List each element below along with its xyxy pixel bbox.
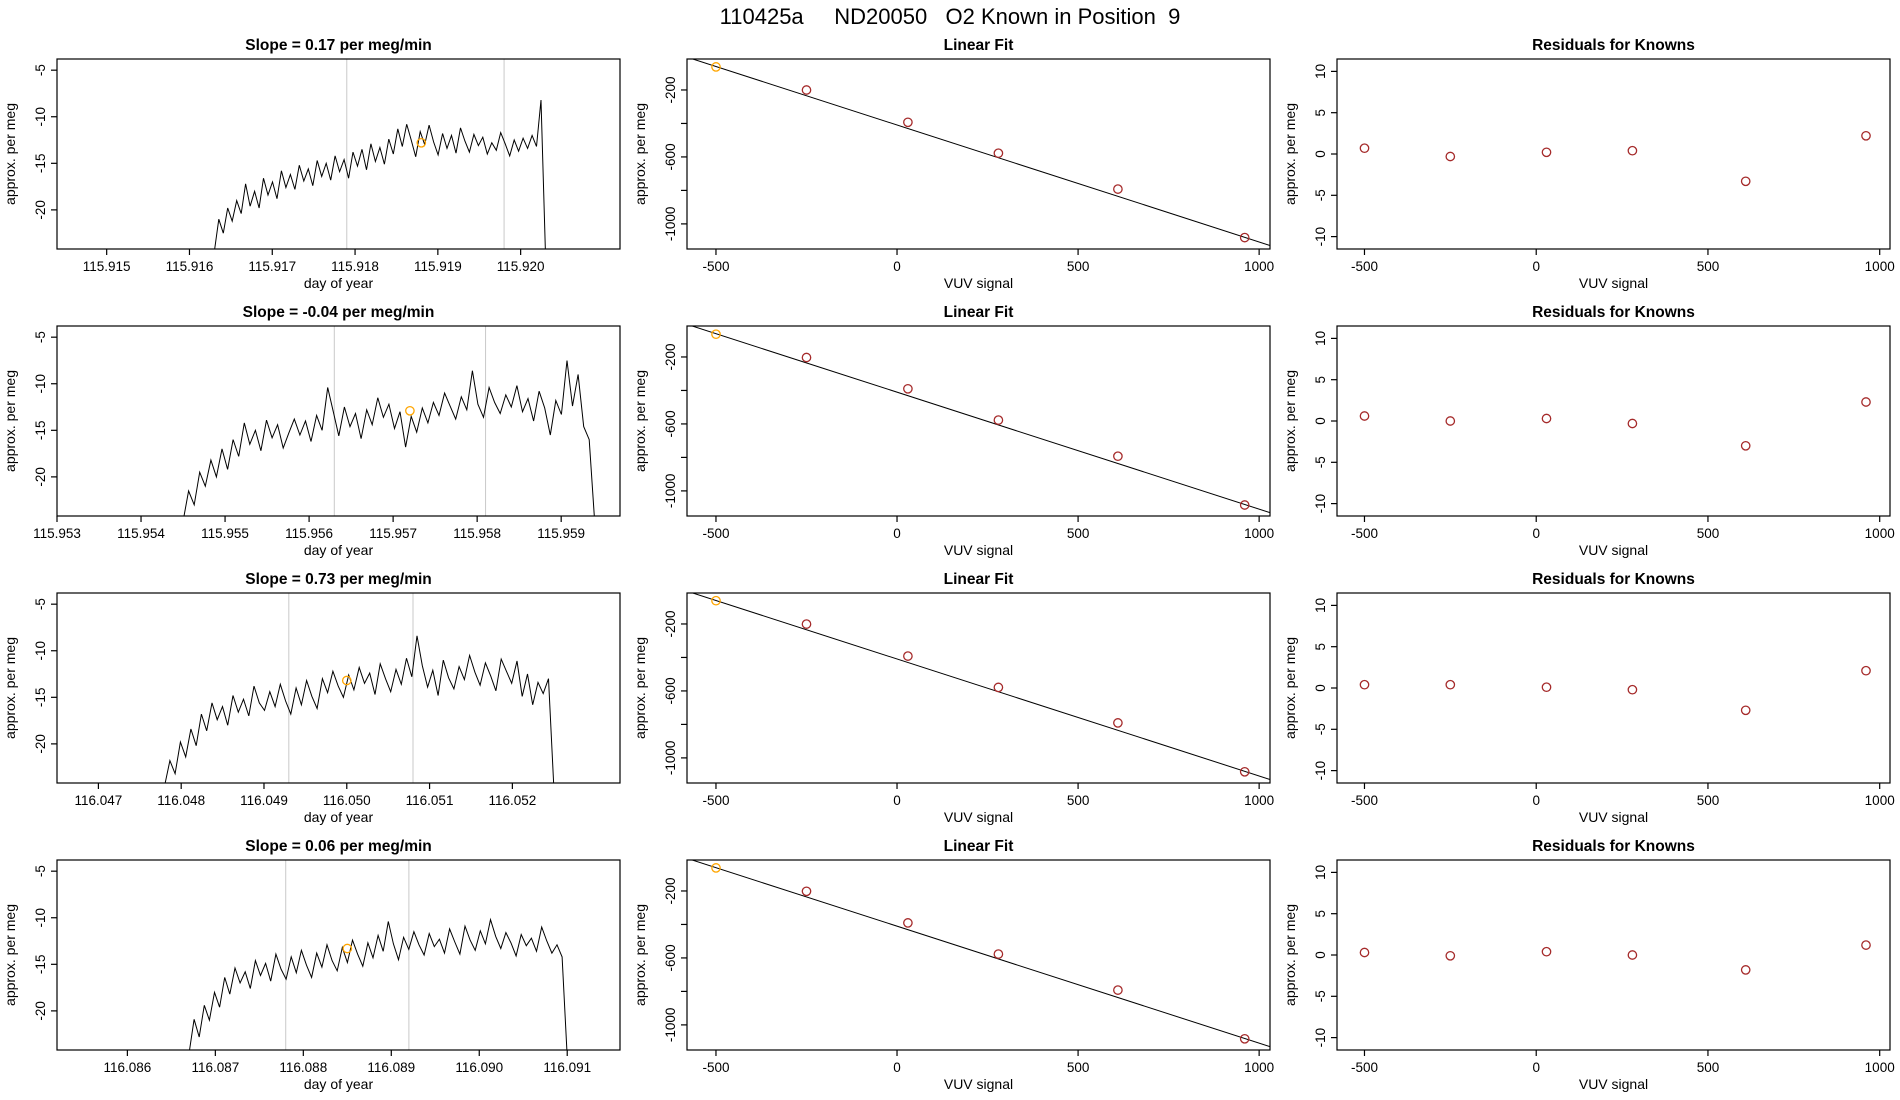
x-axis-label: day of year: [303, 542, 374, 558]
svg-text:-200: -200: [663, 610, 678, 638]
svg-text:-500: -500: [1350, 526, 1378, 541]
svg-text:1000: 1000: [1244, 526, 1275, 541]
x-axis-label: VUV signal: [943, 1076, 1014, 1092]
svg-text:-20: -20: [33, 734, 48, 754]
residuals-panel-row1: [1280, 32, 1900, 299]
residuals-for-knowns-plot: [1280, 833, 1900, 1100]
svg-text:116.050: 116.050: [322, 793, 371, 808]
svg-text:1000: 1000: [1864, 793, 1895, 808]
svg-text:115.915: 115.915: [82, 259, 131, 274]
slope-0-73-per-meg-min-plot: [0, 566, 630, 833]
svg-text:115.958: 115.958: [453, 526, 502, 541]
svg-text:116.047: 116.047: [74, 793, 123, 808]
panel-title: Slope = 0.17 per meg/min: [245, 37, 432, 54]
panel-title: Slope = 0.73 per meg/min: [245, 571, 432, 588]
x-axis: [83, 249, 545, 274]
svg-text:115.959: 115.959: [537, 526, 586, 541]
series-line: [214, 100, 545, 255]
slope-0-04-per-meg-min-plot: [0, 299, 630, 566]
data-points: [1360, 941, 1870, 974]
svg-text:-20: -20: [33, 200, 48, 220]
svg-text:-5: -5: [33, 865, 48, 878]
series-line: [189, 920, 567, 1057]
svg-text:-600: -600: [663, 410, 678, 438]
x-axis: [33, 516, 585, 541]
svg-text:-10: -10: [33, 907, 48, 928]
svg-text:115.954: 115.954: [117, 526, 165, 541]
y-axis: [33, 865, 57, 1020]
svg-text:116.089: 116.089: [367, 1060, 416, 1075]
svg-text:-1000: -1000: [663, 1007, 678, 1043]
svg-text:116.088: 116.088: [279, 1060, 328, 1075]
svg-text:-200: -200: [663, 343, 678, 371]
x-axis: [702, 1050, 1274, 1075]
svg-text:-15: -15: [33, 420, 48, 441]
svg-text:1000: 1000: [1864, 526, 1895, 541]
svg-text:115.918: 115.918: [331, 259, 379, 274]
svg-text:-10: -10: [1313, 1027, 1328, 1048]
y-axis-label: approx. per meg: [632, 904, 648, 1006]
svg-text:500: 500: [1066, 1060, 1090, 1075]
svg-text:-500: -500: [1350, 1060, 1378, 1075]
plot-box: [687, 326, 1270, 516]
svg-text:5: 5: [1313, 642, 1328, 651]
svg-text:0: 0: [1313, 417, 1328, 425]
svg-text:-600: -600: [663, 677, 678, 705]
x-axis-label: VUV signal: [943, 542, 1014, 558]
svg-text:-500: -500: [1350, 259, 1378, 274]
fit-line: [687, 57, 1270, 245]
svg-text:-5: -5: [1313, 723, 1328, 736]
svg-text:500: 500: [1696, 1060, 1720, 1075]
y-axis: [33, 598, 57, 753]
plot-box: [57, 860, 620, 1050]
plot-box: [1337, 593, 1890, 783]
y-axis-label: approx. per meg: [1282, 904, 1298, 1006]
svg-text:-10: -10: [33, 640, 48, 661]
svg-text:-15: -15: [33, 687, 48, 708]
y-axis: [663, 610, 687, 775]
svg-text:0: 0: [1313, 150, 1328, 158]
slope-0-17-per-meg-min-plot: [0, 32, 630, 299]
linear-fit-panel-row1: [630, 32, 1280, 299]
svg-text:1000: 1000: [1864, 1060, 1895, 1075]
svg-text:10: 10: [1313, 63, 1328, 79]
data-points: [1360, 132, 1870, 186]
fit-window-lines: [289, 593, 413, 783]
svg-text:500: 500: [1696, 526, 1720, 541]
x-axis-label: VUV signal: [1578, 1076, 1649, 1092]
timeseries-panel-row3: [0, 566, 630, 833]
svg-text:0: 0: [1313, 951, 1328, 959]
data-points: [1360, 398, 1870, 450]
x-axis: [702, 516, 1274, 541]
y-axis: [33, 64, 57, 219]
series-line: [183, 361, 595, 524]
x-axis: [1351, 516, 1895, 541]
svg-text:1000: 1000: [1244, 793, 1275, 808]
svg-text:0: 0: [1532, 259, 1540, 274]
svg-text:5: 5: [1313, 375, 1328, 384]
svg-text:-600: -600: [663, 143, 678, 171]
svg-text:-5: -5: [1313, 456, 1328, 469]
x-axis-label: day of year: [303, 809, 374, 825]
panel-title: Linear Fit: [943, 838, 1014, 855]
residuals-panel-row3: [1280, 566, 1900, 833]
x-axis-label: VUV signal: [1578, 275, 1649, 291]
svg-text:500: 500: [1696, 793, 1720, 808]
svg-text:-200: -200: [663, 877, 678, 905]
svg-text:-5: -5: [33, 64, 48, 77]
residuals-for-knowns-plot: [1280, 299, 1900, 566]
fit-window-lines: [286, 860, 409, 1050]
svg-text:-500: -500: [702, 1060, 730, 1075]
svg-text:115.917: 115.917: [248, 259, 297, 274]
y-axis-label: approx. per meg: [632, 637, 648, 739]
panel-title: Linear Fit: [943, 304, 1014, 321]
svg-text:0: 0: [893, 526, 901, 541]
plot-box: [57, 593, 620, 783]
svg-text:115.953: 115.953: [33, 526, 81, 541]
x-axis: [1351, 1050, 1895, 1075]
linear-fit-plot: [630, 566, 1280, 833]
svg-text:116.048: 116.048: [157, 793, 206, 808]
y-axis: [1313, 865, 1337, 1047]
panel-title: Slope = -0.04 per meg/min: [242, 304, 435, 321]
svg-text:1000: 1000: [1244, 1060, 1275, 1075]
svg-text:500: 500: [1066, 526, 1090, 541]
plot-box: [57, 59, 620, 249]
svg-text:1000: 1000: [1244, 259, 1275, 274]
svg-text:0: 0: [893, 259, 901, 274]
svg-text:10: 10: [1313, 597, 1328, 613]
panel-title: Residuals for Knowns: [1532, 304, 1695, 321]
x-axis: [103, 1050, 591, 1075]
svg-text:-20: -20: [33, 1001, 48, 1021]
svg-text:500: 500: [1066, 259, 1090, 274]
fit-line: [687, 858, 1270, 1046]
svg-text:115.920: 115.920: [496, 259, 545, 274]
x-axis-label: VUV signal: [1578, 809, 1649, 825]
svg-text:115.955: 115.955: [201, 526, 249, 541]
linear-fit-panel-row3: [630, 566, 1280, 833]
svg-text:116.086: 116.086: [103, 1060, 152, 1075]
series-line: [165, 636, 554, 787]
svg-text:115.957: 115.957: [369, 526, 418, 541]
plot-box: [687, 593, 1270, 783]
svg-text:-500: -500: [702, 259, 730, 274]
x-axis-label: day of year: [303, 1076, 374, 1092]
svg-text:116.090: 116.090: [455, 1060, 504, 1075]
svg-text:-15: -15: [33, 153, 48, 174]
svg-text:-10: -10: [33, 373, 48, 394]
plot-box: [687, 59, 1270, 249]
svg-text:-1000: -1000: [663, 473, 678, 509]
linear-fit-panel-row2: [630, 299, 1280, 566]
svg-text:-15: -15: [33, 954, 48, 975]
x-axis-label: VUV signal: [943, 809, 1014, 825]
linear-fit-plot: [630, 833, 1280, 1100]
y-axis-label: approx. per meg: [632, 103, 648, 205]
x-axis: [702, 249, 1274, 274]
timeseries-panel-row4: [0, 833, 630, 1100]
svg-text:1000: 1000: [1864, 259, 1895, 274]
svg-text:10: 10: [1313, 330, 1328, 346]
plot-box: [1337, 326, 1890, 516]
x-axis-label: day of year: [303, 275, 374, 291]
plot-box: [687, 860, 1270, 1050]
y-axis: [33, 331, 57, 486]
svg-text:-10: -10: [1313, 226, 1328, 247]
svg-text:-5: -5: [33, 331, 48, 344]
panel-title: Residuals for Knowns: [1532, 37, 1695, 54]
svg-text:-5: -5: [1313, 189, 1328, 202]
x-axis: [702, 783, 1274, 808]
svg-text:10: 10: [1313, 864, 1328, 880]
svg-text:-500: -500: [702, 793, 730, 808]
svg-text:-500: -500: [1350, 793, 1378, 808]
data-points: [1360, 667, 1870, 715]
svg-text:-20: -20: [33, 467, 48, 487]
fit-window-lines: [347, 59, 504, 249]
y-axis: [663, 343, 687, 508]
svg-text:0: 0: [1532, 526, 1540, 541]
svg-text:-10: -10: [1313, 760, 1328, 781]
svg-text:115.919: 115.919: [413, 259, 462, 274]
svg-text:116.091: 116.091: [543, 1060, 592, 1075]
svg-text:-10: -10: [1313, 493, 1328, 514]
x-axis-label: VUV signal: [943, 275, 1014, 291]
linear-fit-plot: [630, 299, 1280, 566]
timeseries-panel-row1: [0, 32, 630, 299]
plot-box: [1337, 59, 1890, 249]
svg-text:0: 0: [893, 793, 901, 808]
svg-text:116.049: 116.049: [240, 793, 288, 808]
slope-0-06-per-meg-min-plot: [0, 833, 630, 1100]
y-axis-label: approx. per meg: [1282, 370, 1298, 472]
mean-marker: [406, 407, 414, 415]
svg-text:116.052: 116.052: [488, 793, 537, 808]
svg-text:0: 0: [1313, 684, 1328, 692]
residuals-for-knowns-plot: [1280, 566, 1900, 833]
y-axis-label: approx. per meg: [2, 637, 18, 739]
panel-title: Linear Fit: [943, 37, 1014, 54]
svg-text:-5: -5: [33, 598, 48, 611]
plot-box: [57, 326, 620, 516]
y-axis: [663, 877, 687, 1042]
y-axis: [1313, 64, 1337, 246]
svg-text:-1000: -1000: [663, 740, 678, 776]
panel-title: Linear Fit: [943, 571, 1014, 588]
svg-text:-200: -200: [663, 76, 678, 104]
y-axis-label: approx. per meg: [1282, 103, 1298, 205]
svg-text:115.956: 115.956: [285, 526, 333, 541]
linear-fit-panel-row4: [630, 833, 1280, 1100]
svg-text:500: 500: [1696, 259, 1720, 274]
panel-title: Residuals for Knowns: [1532, 571, 1695, 588]
residuals-panel-row4: [1280, 833, 1900, 1100]
svg-text:5: 5: [1313, 108, 1328, 117]
panel-title: Slope = 0.06 per meg/min: [245, 838, 432, 855]
y-axis: [1313, 598, 1337, 780]
svg-text:-5: -5: [1313, 990, 1328, 1003]
svg-text:116.051: 116.051: [405, 793, 454, 808]
y-axis: [663, 76, 687, 241]
svg-text:-600: -600: [663, 944, 678, 972]
svg-text:-1000: -1000: [663, 206, 678, 242]
svg-text:0: 0: [1532, 1060, 1540, 1075]
residuals-panel-row2: [1280, 299, 1900, 566]
timeseries-panel-row2: [0, 299, 630, 566]
panel-title: Residuals for Knowns: [1532, 838, 1695, 855]
y-axis-label: approx. per meg: [2, 370, 18, 472]
fit-line: [687, 324, 1270, 512]
y-axis-label: approx. per meg: [632, 370, 648, 472]
svg-text:-500: -500: [702, 526, 730, 541]
svg-text:115.916: 115.916: [165, 259, 214, 274]
x-axis: [1351, 783, 1895, 808]
x-axis-label: VUV signal: [1578, 542, 1649, 558]
page-title: 110425a ND20050 O2 Known in Position 9: [719, 4, 1181, 29]
y-axis-label: approx. per meg: [1282, 637, 1298, 739]
svg-text:0: 0: [893, 1060, 901, 1075]
x-axis: [1351, 249, 1895, 274]
plot-box: [1337, 860, 1890, 1050]
svg-text:500: 500: [1066, 793, 1090, 808]
y-axis-label: approx. per meg: [2, 904, 18, 1006]
svg-text:5: 5: [1313, 909, 1328, 918]
linear-fit-plot: [630, 32, 1280, 299]
plot-grid: [0, 32, 1900, 1100]
y-axis: [1313, 331, 1337, 513]
x-axis: [74, 783, 536, 808]
svg-text:-10: -10: [33, 106, 48, 127]
y-axis-label: approx. per meg: [2, 103, 18, 205]
residuals-for-knowns-plot: [1280, 32, 1900, 299]
fit-line: [687, 591, 1270, 779]
svg-text:116.087: 116.087: [191, 1060, 240, 1075]
svg-text:0: 0: [1532, 793, 1540, 808]
